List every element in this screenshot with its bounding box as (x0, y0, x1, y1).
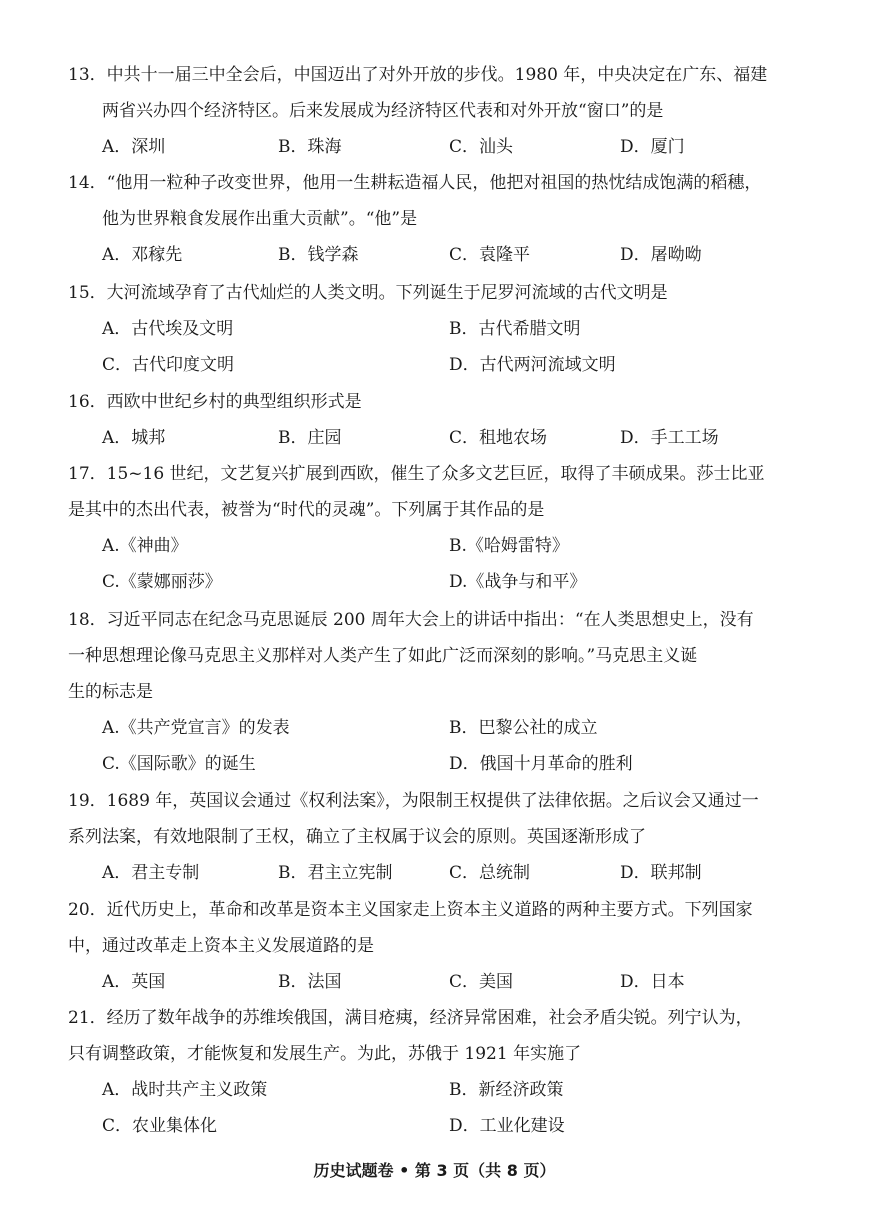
option-c: C．租地农场 (449, 428, 548, 448)
option-b: B．钱学森 (278, 245, 359, 265)
option-c: C．美国 (449, 972, 514, 992)
question-21 (68, 1000, 810, 1144)
options-row (68, 964, 810, 1000)
option-d: D．俄国十月革命的胜利 (449, 754, 633, 774)
option-a: A．深圳 (102, 137, 166, 157)
option-a: A．城邦 (102, 428, 166, 448)
question-stem-line: 21．经历了数年战争的苏维埃俄国，满目疮痍，经济异常困难，社会矛盾尖锐。列宁认为， (68, 1008, 753, 1028)
question-stem-line: 15．大河流域孕育了古代灿烂的人类文明。下列诞生于尼罗河流域的古代文明是 (68, 283, 668, 303)
option-a: A.《神曲》 (102, 536, 188, 556)
option-d: D．工业化建设 (449, 1116, 565, 1136)
option-b: B．古代希腊文明 (449, 319, 581, 339)
question-17 (68, 456, 810, 600)
options-row (68, 564, 810, 600)
option-b: B．法国 (278, 972, 342, 992)
options-row (68, 347, 810, 383)
options-row (68, 710, 810, 746)
option-a: A．英国 (102, 972, 166, 992)
options-row (68, 1108, 810, 1144)
question-stem-line: 两省兴办四个经济特区。后来发展成为经济特区代表和对外开放“窗口”的是 (102, 101, 664, 121)
option-a: A．邓稼先 (102, 245, 183, 265)
question-stem-line: 18．习近平同志在纪念马克思诞辰 200 周年大会上的讲话中指出：“在人类思想史上，没有 (68, 610, 754, 630)
question-16 (68, 384, 810, 456)
question-stem-line: 一种思想理论像马克思主义那样对人类产生了如此广泛而深刻的影响。”马克思主义诞 (68, 646, 698, 666)
question-stem-line: 是其中的杰出代表，被誉为“时代的灵魂”。下列属于其作品的是 (68, 500, 545, 520)
question-14 (68, 165, 810, 273)
question-stem-line: 中，通过改革走上资本主义发展道路的是 (68, 936, 374, 956)
option-d: D．日本 (620, 972, 685, 992)
options-row (68, 855, 810, 891)
option-d: D.《战争与和平》 (449, 572, 587, 592)
options-row (68, 420, 810, 456)
options-row (68, 746, 810, 782)
question-19 (68, 783, 810, 891)
question-20 (68, 892, 810, 1000)
option-b: B．君主立宪制 (278, 863, 393, 883)
question-stem-line: 20．近代历史上，革命和改革是资本主义国家走上资本主义道路的两种主要方式。下列国家 (68, 900, 753, 920)
options-row (68, 237, 810, 273)
option-a: A．君主专制 (102, 863, 200, 883)
option-c: C．总统制 (449, 863, 531, 883)
option-b: B．巴黎公社的成立 (449, 718, 598, 738)
question-stem-line: 他为世界粮食发展作出重大贡献”。“他”是 (102, 209, 418, 229)
option-d: D．厦门 (620, 137, 685, 157)
option-c: C．农业集体化 (102, 1116, 218, 1136)
options-row (68, 311, 810, 347)
option-b: B．新经济政策 (449, 1080, 564, 1100)
options-row (68, 129, 810, 165)
question-stem-line: 只有调整政策，才能恢复和发展生产。为此，苏俄于 1921 年实施了 (68, 1044, 582, 1064)
option-d: D．手工工场 (620, 428, 719, 448)
question-18 (68, 602, 810, 782)
question-stem-line: 17．15~16 世纪，文艺复兴扩展到西欧，催生了众多文艺巨匠，取得了丰硕成果。莎士比亚 (68, 464, 765, 484)
option-a: A.《共产党宣言》的发表 (102, 718, 290, 738)
option-b: B.《哈姆雷特》 (449, 536, 569, 556)
option-d: D．联邦制 (620, 863, 702, 883)
option-a: A．古代埃及文明 (102, 319, 234, 339)
page-footer: 历史试题卷 • 第 3 页（共 8 页） (313, 1161, 556, 1180)
option-a: A．战时共产主义政策 (102, 1080, 268, 1100)
question-stem-line: 13．中共十一届三中全会后，中国迈出了对外开放的步伐。1980 年，中央决定在广东、福建 (68, 65, 768, 85)
option-d: D．古代两河流域文明 (449, 355, 616, 375)
options-row (68, 1072, 810, 1108)
option-b: B．珠海 (278, 137, 342, 157)
option-c: C.《国际歌》的诞生 (102, 754, 256, 774)
question-stem-line: 19．1689 年，英国议会通过《权利法案》，为限制王权提供了法律依据。之后议会又通过一 (68, 791, 759, 811)
option-c: C．古代印度文明 (102, 355, 235, 375)
option-d: D．屠呦呦 (620, 245, 702, 265)
option-b: B．庄园 (278, 428, 342, 448)
option-c: C．袁隆平 (449, 245, 531, 265)
question-stem-line: 14．“他用一粒种子改变世界，他用一生耕耘造福人民，他把对祖国的热忱结成饱满的稻穗， (68, 173, 762, 193)
option-c: C．汕头 (449, 137, 514, 157)
question-stem-line: 16．西欧中世纪乡村的典型组织形式是 (68, 392, 362, 412)
option-c: C.《蒙娜丽莎》 (102, 572, 222, 592)
question-stem-line: 生的标志是 (68, 682, 153, 702)
question-stem-line: 系列法案，有效地限制了王权，确立了主权属于议会的原则。英国逐渐形成了 (68, 827, 646, 847)
question-15 (68, 275, 810, 383)
options-row (68, 528, 810, 564)
question-13 (68, 57, 810, 165)
